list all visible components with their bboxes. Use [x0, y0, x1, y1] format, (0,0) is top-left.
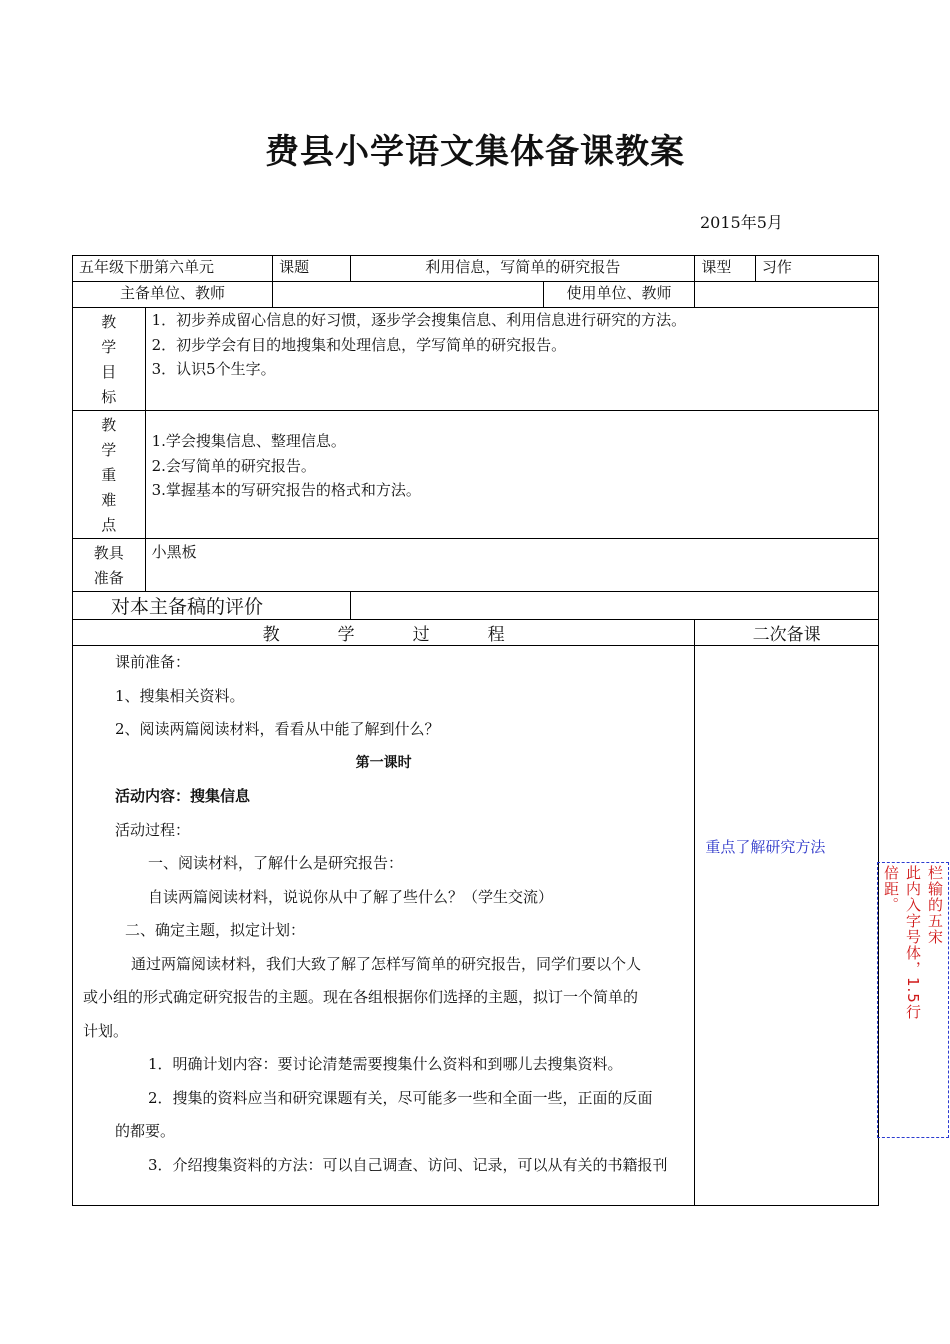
tools-value: 小黑板 [145, 539, 878, 592]
process-line: 二、确定主题，拟定计划： [125, 921, 306, 939]
goal-item: 2．初步学会有目的地搜集和处理信息，学写简单的研究报告。 [151, 335, 567, 354]
goals-label [73, 308, 146, 411]
document-date: 2015年5月 [700, 213, 783, 232]
key-points-label-char: 点 [101, 516, 117, 534]
prep-unit-label: 主备单位、教师 [73, 282, 273, 308]
process-line: 一、阅读材料，了解什么是研究报告： [148, 854, 404, 872]
tools-label [73, 539, 146, 592]
use-unit-value [695, 282, 879, 308]
type-label: 课型 [695, 256, 755, 282]
goals-label-char: 标 [101, 388, 117, 406]
process-line: 活动过程： [115, 820, 191, 839]
process-header [73, 620, 695, 646]
secondary-prep-note: 重点了解研究方法 [695, 646, 879, 1206]
goals-label-char: 教 [101, 313, 117, 331]
process-header-char: 学 [337, 625, 413, 645]
prep-unit-value [273, 282, 543, 308]
goals-label-char: 目 [101, 363, 117, 381]
key-points-label-char: 教 [101, 416, 117, 434]
process-line: 计划。 [83, 1021, 129, 1040]
margin-note-box [877, 862, 949, 1138]
lesson-plan-table [72, 255, 879, 1206]
type-value: 习作 [755, 256, 878, 282]
process-line: 2、阅读两篇阅读材料，看看从中能了解到什么？ [115, 720, 440, 738]
process-line: 的都要。 [115, 1122, 176, 1140]
unit-cell: 五年级下册第六单元 [73, 256, 273, 282]
topic-label: 课题 [273, 256, 351, 282]
key-points-label-char: 难 [101, 491, 117, 509]
process-line: 课前准备： [115, 653, 191, 671]
key-points-label-char: 重 [101, 466, 117, 484]
key-point-item: 2.会写简单的研究报告。 [151, 456, 316, 475]
secondary-prep-header: 二次备课 [695, 620, 879, 646]
lesson-heading: 第一课时 [355, 754, 412, 771]
key-points-label [73, 411, 146, 539]
process-header-char: 教 [262, 625, 338, 645]
margin-note-column: 倍距。 [882, 865, 900, 913]
tools-label-line: 教具 [93, 544, 124, 562]
margin-note-column: 此内入字号体，1.5行 [904, 865, 922, 1020]
margin-note-column: 栏输的五宋 [926, 865, 944, 945]
key-point-item: 3.掌握基本的写研究报告的格式和方法。 [151, 481, 421, 499]
process-line: 1．明确计划内容：要讨论清楚需要搜集什么资料和到哪儿去搜集资料。 [148, 1055, 623, 1073]
process-line: 1、搜集相关资料。 [115, 686, 245, 705]
key-points-content [145, 411, 878, 539]
page-title: 费县小学语文集体备课教案 [265, 132, 685, 172]
key-point-item: 1.学会搜集信息、整理信息。 [151, 432, 346, 450]
evaluation-value [351, 592, 879, 620]
process-line: 自读两篇阅读材料，说说你从中了解了些什么？（学生交流） [148, 887, 554, 906]
goal-item: 3．认识5个生字。 [151, 360, 276, 378]
process-line: 通过两篇阅读材料，我们大致了解了怎样写简单的研究报告，同学们要以个人 [131, 954, 642, 973]
goals-content [145, 308, 878, 411]
process-line: 3．介绍搜集资料的方法：可以自己调查、访问、记录，可以从有关的书籍报刊 [148, 1155, 668, 1174]
tools-label-line: 准备 [93, 569, 124, 587]
goals-label-char: 学 [101, 338, 117, 356]
evaluation-label: 对本主备稿的评价 [73, 592, 351, 620]
process-line: 或小组的形式确定研究报告的主题。现在各组根据你们选择的主题，拟订一个简单的 [83, 988, 639, 1006]
process-line: 2．搜集的资料应当和研究课题有关，尽可能多一些和全面一些，正面的反面 [148, 1088, 653, 1107]
process-header-char: 过 [412, 625, 488, 645]
topic-value: 利用信息，写简单的研究报告 [351, 256, 695, 282]
goal-item: 1．初步养成留心信息的好习惯，逐步学会搜集信息、利用信息进行研究的方法。 [151, 311, 687, 329]
key-points-label-char: 学 [101, 441, 117, 459]
process-header-char: 程 [487, 625, 505, 645]
activity-content-heading: 活动内容：搜集信息 [115, 787, 251, 805]
use-unit-label: 使用单位、教师 [543, 282, 695, 308]
process-body [73, 646, 695, 1206]
